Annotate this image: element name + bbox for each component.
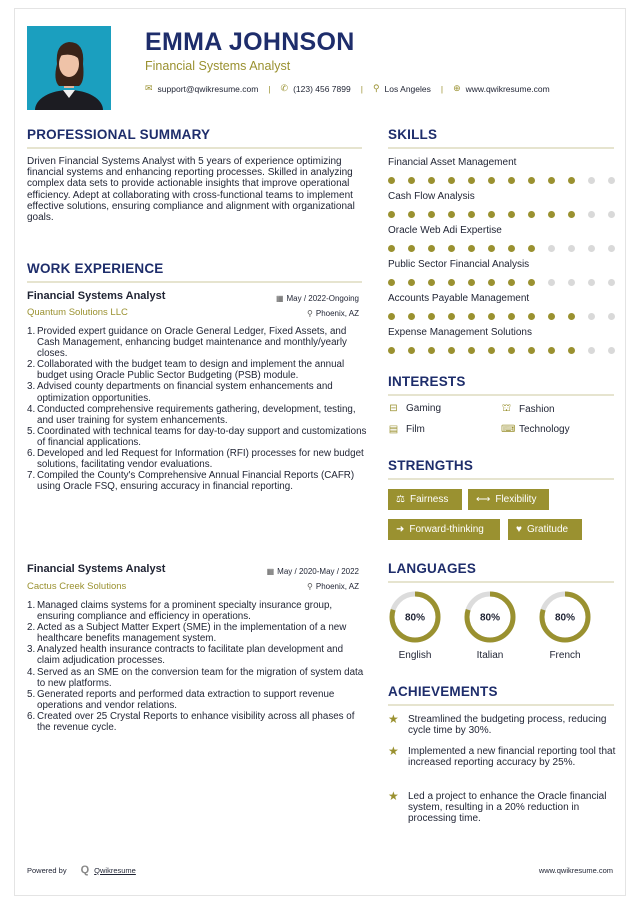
duty-text: Provided expert guidance on Oracle General Ledger, Fixed Assets, and Cash Management, enhancing budget maintenance and monthly/yearly closes. <box>37 326 347 360</box>
balance-scale-icon: ⚖ <box>396 494 405 505</box>
skill-dot-filled <box>388 211 395 218</box>
skill-dot-filled <box>528 177 535 184</box>
contact-location <box>373 83 431 94</box>
star-icon: ★ <box>388 789 399 803</box>
interest-label: Film <box>406 424 425 435</box>
skill-dot-filled <box>548 177 555 184</box>
qwikresume-logo-icon: Q <box>80 864 90 876</box>
achievement-text: Led a project to enhance the Oracle financial system, resulting in a 20% reduction in processing time. <box>408 791 607 825</box>
duty-number: 6. <box>27 710 36 722</box>
duty-item <box>27 381 367 403</box>
calendar-icon: ▦ <box>275 294 284 303</box>
duty-item <box>27 404 367 426</box>
skill-dot-empty <box>608 177 615 184</box>
experience-divider <box>27 281 362 283</box>
skill-name: Financial Asset Management <box>388 157 517 168</box>
skill-dot-filled <box>508 347 515 354</box>
contact-email-text: support@qwikresume.com <box>157 83 259 94</box>
skill-dot-filled <box>488 211 495 218</box>
skill-dot-filled <box>508 177 515 184</box>
duty-number: 4. <box>27 403 36 415</box>
skill-dot-filled <box>428 347 435 354</box>
summary-text: Driven Financial Systems Analyst with 5 years of experience optimizing financial systems and enhancing reporting processes. Skilled in analyzing complex data sets to provide actionable insights that improve operational efficiency. Adept at collaborating with cross-functional teams to implement effective solutions, ensuring compliance and alignment with organizational goals. <box>27 156 355 224</box>
candidate-name: EMMA JOHNSON <box>145 28 355 56</box>
skill-name: Cash Flow Analysis <box>388 191 475 202</box>
skill-dot-filled <box>408 245 415 252</box>
star-icon: ★ <box>388 712 399 726</box>
skill-dot-filled <box>428 177 435 184</box>
duty-text: Served as an SME on the conversion team for the migration of system data to new platforms. <box>37 666 364 689</box>
language-level-label: 80% <box>554 612 576 624</box>
skill-rating <box>388 347 628 354</box>
skill-dot-filled <box>568 347 575 354</box>
location-icon: ⚲ <box>372 83 380 93</box>
achievement-item <box>388 791 618 825</box>
skill-name: Public Sector Financial Analysis <box>388 259 530 270</box>
skill-dot-filled <box>468 177 475 184</box>
interest-label: Gaming <box>406 403 442 414</box>
duty-text: Analyzed health insurance contracts to facilitate plan development and claim adjudication processes. <box>37 644 344 667</box>
skill-name: Oracle Web Adi Expertise <box>388 225 502 236</box>
strength-label: Forward-thinking <box>409 524 484 535</box>
globe-icon: ⊕ <box>453 83 461 93</box>
skill-name: Expense Management Solutions <box>388 327 532 338</box>
job-company: Quantum Solutions LLC <box>27 307 128 318</box>
skill-rating <box>388 211 628 218</box>
location-icon: ⚲ <box>307 582 313 591</box>
languages-heading: LANGUAGES <box>388 561 477 576</box>
duty-number: 2. <box>27 359 36 371</box>
duty-text: Developed and led Request for Information (RFI) processes for new budget solutions, facilitating vendor evaluations. <box>37 448 364 471</box>
skill-dot-filled <box>408 313 415 320</box>
skill-dot-filled <box>528 313 535 320</box>
job-location <box>307 582 359 591</box>
skill-dot-filled <box>528 211 535 218</box>
skill-dot-empty <box>608 313 615 320</box>
skill-dot-filled <box>548 211 555 218</box>
strength-flexibility <box>468 489 549 510</box>
interests-heading: INTERESTS <box>388 374 466 389</box>
strength-label: Flexibility <box>495 494 537 505</box>
duty-number: 3. <box>27 644 36 656</box>
duty-item <box>27 326 367 359</box>
skill-dot-empty <box>568 245 575 252</box>
skill-dot-filled <box>528 279 535 286</box>
duty-text: Generated reports and performed data extraction to support revenue operations and vendor relations. <box>37 688 335 711</box>
duty-number: 5. <box>27 688 36 700</box>
strength-gratitude <box>508 519 582 540</box>
job-title: Financial Systems Analyst <box>27 563 166 575</box>
skill-dot-filled <box>408 279 415 286</box>
contact-website[interactable] <box>453 83 550 94</box>
powered-by-label: Powered by <box>27 865 67 875</box>
strengths-heading: STRENGTHS <box>388 458 474 473</box>
duty-item <box>27 622 367 644</box>
skill-dot-filled <box>488 347 495 354</box>
skill-dot-filled <box>468 279 475 286</box>
skill-dot-filled <box>468 211 475 218</box>
job-location-text: Phoenix, AZ <box>315 309 359 318</box>
skill-dot-filled <box>428 279 435 286</box>
skill-dot-empty <box>608 245 615 252</box>
interest-technology <box>501 424 570 435</box>
duty-item <box>27 667 367 689</box>
skill-dot-filled <box>548 347 555 354</box>
gamepad-icon: ⊟ <box>389 403 398 414</box>
contact-location-text: Los Angeles <box>384 83 431 94</box>
language-level-ring <box>388 590 442 644</box>
duty-item <box>27 426 367 448</box>
skill-dot-filled <box>388 279 395 286</box>
skill-dot-filled <box>428 313 435 320</box>
duty-text: Acted as a Subject Matter Expert (SME) in the implementation of a new healthcare benefits management system. <box>37 622 347 645</box>
skill-name: Accounts Payable Management <box>388 293 530 304</box>
contact-email[interactable] <box>145 83 258 94</box>
summary-divider <box>27 147 362 149</box>
language-name: English <box>398 650 432 661</box>
skill-dot-filled <box>408 177 415 184</box>
contact-website-text: www.qwikresume.com <box>465 83 550 94</box>
job-title: Financial Systems Analyst <box>27 290 166 302</box>
skill-dot-filled <box>568 313 575 320</box>
skill-dot-filled <box>388 313 395 320</box>
duty-number: 2. <box>27 622 36 634</box>
skill-dot-empty <box>548 279 555 286</box>
interest-label: Technology <box>519 424 570 435</box>
strength-label: Fairness <box>409 494 449 505</box>
duty-item <box>27 600 367 622</box>
skill-dot-filled <box>468 245 475 252</box>
laptop-icon: ⌨ <box>501 424 516 435</box>
experience-heading: WORK EXPERIENCE <box>27 261 164 276</box>
skill-dot-filled <box>528 347 535 354</box>
skill-dot-filled <box>548 313 555 320</box>
skill-dot-filled <box>428 211 435 218</box>
skill-rating <box>388 245 628 252</box>
interest-gaming <box>388 403 441 414</box>
heart-icon: ♥ <box>516 524 522 535</box>
skill-dot-filled <box>388 177 395 184</box>
skill-dot-empty <box>588 177 595 184</box>
skill-dot-filled <box>528 245 535 252</box>
language-item <box>463 590 517 661</box>
language-item <box>388 590 442 661</box>
hanger-icon: ⛫ <box>501 403 512 414</box>
candidate-job-title: Financial Systems Analyst <box>145 59 291 73</box>
skill-dot-empty <box>588 211 595 218</box>
skill-dot-filled <box>428 245 435 252</box>
calendar-icon: ▦ <box>266 567 275 576</box>
language-level-label: 80% <box>404 612 426 624</box>
language-level-label: 80% <box>479 612 501 624</box>
job-location <box>307 309 359 318</box>
location-icon: ⚲ <box>307 309 313 318</box>
language-level-ring <box>538 590 592 644</box>
skill-dot-filled <box>408 211 415 218</box>
skill-dot-filled <box>488 279 495 286</box>
skill-dot-filled <box>508 211 515 218</box>
skill-dot-empty <box>608 279 615 286</box>
resume-page <box>14 8 626 896</box>
contact-divider: | <box>440 83 444 94</box>
skill-dot-filled <box>388 347 395 354</box>
skill-dot-filled <box>488 245 495 252</box>
skills-divider <box>388 147 614 149</box>
job-dates <box>267 567 359 576</box>
skill-dot-empty <box>608 211 615 218</box>
skill-dot-empty <box>588 347 595 354</box>
skill-dot-filled <box>568 177 575 184</box>
skill-dot-empty <box>588 279 595 286</box>
duty-number: 6. <box>27 448 36 460</box>
duty-text: Conducted comprehensive requirements gathering, development, testing, and user training for system enhancements. <box>37 403 356 426</box>
language-name: Italian <box>476 650 504 661</box>
duty-number: 1. <box>27 600 36 611</box>
skill-dot-filled <box>448 211 455 218</box>
skill-dot-empty <box>548 245 555 252</box>
skill-dot-empty <box>588 245 595 252</box>
languages-divider <box>388 581 614 583</box>
skill-dot-filled <box>448 313 455 320</box>
skill-rating <box>388 313 628 320</box>
duty-item <box>27 470 367 492</box>
achievement-text: Streamlined the budgeting process, reducing cycle time by 30%. <box>408 714 607 737</box>
arrow-right-icon: ➜ <box>396 524 405 535</box>
skill-dot-filled <box>468 347 475 354</box>
profile-photo <box>27 26 111 110</box>
skill-dot-filled <box>448 347 455 354</box>
duty-text: Collaborated with the budget team to design and implement the annual budget using Oracle Public Sector Budgeting (PSB) module. <box>37 359 345 382</box>
strength-fairness <box>388 489 462 510</box>
summary-heading: PROFESSIONAL SUMMARY <box>27 127 211 142</box>
contact-phone-text: (123) 456 7899 <box>293 83 351 94</box>
achievement-text: Implemented a new financial reporting tool that increased reporting accuracy by 25%. <box>408 746 616 769</box>
job-company: Cactus Creek Solutions <box>27 581 127 592</box>
duty-number: 5. <box>27 425 36 437</box>
skill-rating <box>388 177 628 184</box>
duty-item <box>27 711 367 733</box>
profile-photo-illustration <box>27 26 111 110</box>
skill-dot-filled <box>388 245 395 252</box>
phone-icon: ✆ <box>280 83 289 93</box>
achievements-divider <box>388 704 614 706</box>
duty-number: 4. <box>27 666 36 678</box>
duty-text: Created over 25 Crystal Reports to enhance visibility across all phases of the revenue cycle. <box>37 710 355 734</box>
skill-dot-filled <box>488 313 495 320</box>
duty-text: Managed claims systems for a prominent specialty insurance group, ensuring compliance and efficiency in operations. <box>37 600 333 623</box>
skill-dot-empty <box>568 279 575 286</box>
skills-heading: SKILLS <box>388 127 438 142</box>
arrows-horizontal-icon: ⟷ <box>476 494 491 505</box>
contact-divider: | <box>360 83 363 94</box>
strengths-divider <box>388 478 614 480</box>
skill-rating <box>388 279 628 286</box>
achievement-item <box>388 714 618 736</box>
envelope-icon: ✉ <box>145 83 153 93</box>
interest-film <box>388 424 425 435</box>
job-duties-list <box>27 600 367 733</box>
skill-dot-filled <box>488 177 495 184</box>
brand-link[interactable]: Qwikresume <box>94 865 136 875</box>
duty-number: 3. <box>27 381 36 393</box>
skill-dot-empty <box>608 347 615 354</box>
strength-label: Gratitude <box>526 524 569 535</box>
achievement-item <box>388 746 618 768</box>
duty-text: Coordinated with technical teams for day-to-day support and customizations of financial applications. <box>37 425 367 448</box>
achievements-heading: ACHIEVEMENTS <box>388 684 498 699</box>
skill-dot-filled <box>448 279 455 286</box>
language-name: French <box>549 650 581 661</box>
contact-bar <box>145 83 560 94</box>
duty-text: Compiled the County's Comprehensive Annual Financial Reports (CAFR) using Oracle FSQ, ensuring accuracy in financial reporting. <box>37 470 355 493</box>
skill-dot-empty <box>588 313 595 320</box>
strength-forward-thinking <box>388 519 500 540</box>
job-dates <box>276 294 359 303</box>
skill-dot-filled <box>408 347 415 354</box>
duty-text: Advised county departments on financial system enhancements and optimization opportunities. <box>37 381 333 404</box>
interest-label: Fashion <box>519 404 555 415</box>
star-icon: ★ <box>388 744 399 758</box>
duty-number: 1. <box>27 326 36 337</box>
skill-dot-filled <box>508 245 515 252</box>
duty-item <box>27 644 367 666</box>
skill-dot-filled <box>448 177 455 184</box>
footer-powered-by <box>27 864 136 876</box>
skill-dot-filled <box>508 279 515 286</box>
duty-item <box>27 359 367 381</box>
film-icon: ▤ <box>388 424 399 435</box>
job-dates-text: May / 2022-Ongoing <box>286 294 359 303</box>
duty-number: 7. <box>27 470 36 482</box>
job-location-text: Phoenix, AZ <box>315 582 359 591</box>
footer-website[interactable]: www.qwikresume.com <box>538 866 613 875</box>
job-dates-text: May / 2020-May / 2022 <box>277 567 359 576</box>
duty-item <box>27 448 367 470</box>
job-duties-list <box>27 326 367 492</box>
interest-fashion <box>501 403 555 416</box>
skill-dot-filled <box>508 313 515 320</box>
duty-item <box>27 689 367 711</box>
contact-divider: | <box>268 83 271 94</box>
language-level-ring <box>463 590 517 644</box>
skill-dot-filled <box>468 313 475 320</box>
language-item <box>538 590 592 661</box>
skill-dot-filled <box>448 245 455 252</box>
interests-divider <box>388 394 614 396</box>
skill-dot-filled <box>568 211 575 218</box>
contact-phone[interactable] <box>281 83 351 94</box>
